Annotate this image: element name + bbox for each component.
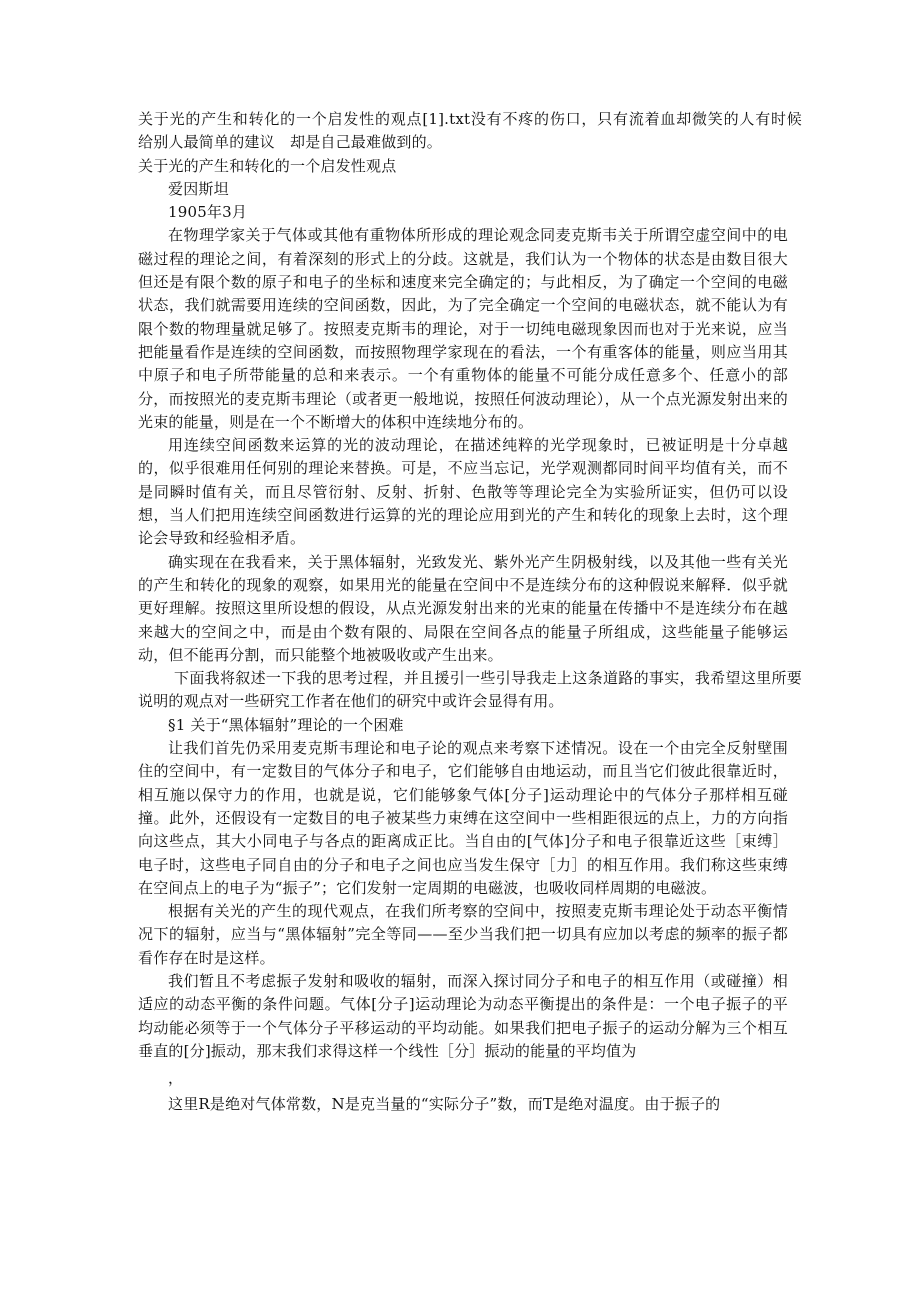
author-line: 爱因斯坦 <box>168 179 229 198</box>
paragraph-6: 根据有关光的产生的现代观点，在我们所考察的空间中，按照麦克斯韦理论处于动态平衡情况下的辐射，应当与“黑体辐射”完全等同——至少当我们把一切具有应加以考虑的频率的振子都看作存在时是这样。 <box>138 902 788 967</box>
document-title: 关于光的产生和转化的一个启发性观点 <box>138 156 397 175</box>
last-line: 这里R是绝对气体常数，N是克当量的“实际分子”数，而T是绝对温度。由于振子的 <box>168 1095 721 1114</box>
document-page <box>138 108 818 1116</box>
formula-placeholder-comma: ， <box>168 1069 184 1088</box>
paragraph-5: 让我们首先仍采用麦克斯韦理论和电子论的观点来考察下述情况。设在一个由完全反射壁围住的空间中，有一定数目的气体分子和电子，它们能够自由地运动，而且当它们彼此很靠近时，相互施以保守力的作用，也就是说，它们能够象气体[分子]运动理论中的气体分子那样相互碰撞。此外，还假设有一定数目的电子被某些力束缚在这空间中一些相距很远的点上，力的方向指向这些点，其大小同电子与各点的距离成正比。当自由的[气体]分子和电子很靠近这些［束缚］电子时，这些电子同自由的分子和电子之间也应当发生保守［力］的相互作用。我们称这些束缚在空间点上的电子为“振子”；它们发射一定周期的电磁波，也吸收同样周期的电磁波。 <box>138 739 788 897</box>
paragraph-4: 下面我将叙述一下我的思考过程，并且援引一些引导我走上这条道路的事实，我希望这里所要说明的观点对一些研究工作者在他们的研究中或许会显得有用。 <box>138 669 802 711</box>
paragraph-7: 我们暂且不考虑振子发射和吸收的辐射，而深入探讨同分子和电子的相互作用（或碰撞）相适应的动态平衡的条件问题。气体[分子]运动理论为动态平衡提出的条件是：一个电子振子的平均动能必须等于一个气体分子平移运动的平均动能。如果我们把电子振子的运动分解为三个相互垂直的[分]振动，那末我们求得这样一个线性［分］振动的能量的平均值为 <box>138 971 788 1060</box>
date-line: 1905年3月 <box>168 203 248 222</box>
paragraph-1: 在物理学家关于气体或其他有重物体所形成的理论观念同麦克斯韦关于所谓空虚空间中的电磁过程的理论之间，有着深刻的形式上的分歧。这就是，我们认为一个物体的状态是由数目很大但还是有限个数的原子和电子的坐标和速度来完全确定的；与此相反，为了确定一个空间的电磁状态，我们就需要用连续的空间函数，因此，为了完全确定一个空间的电磁状态，就不能认为有限个数的物理量就足够了。按照麦克斯韦的理论，对于一切纯电磁现象因而也对于光来说，应当把能量看作是连续的空间函数，而按照物理学家现在的看法，一个有重客体的能量，则应当用其中原子和电子所带能量的总和来表示。一个有重物体的能量不可能分成任意多个、任意小的部分，而按照光的麦克斯韦理论（或者更一般地说，按照任何波动理论），从一个点光源发射出来的光束的能量，则是在一个不断增大的体积中连续地分布的。 <box>138 226 788 431</box>
header-line: 关于光的产生和转化的一个启发性的观点[1].txt没有不疼的伤口，只有流着血却微笑的人有时候 给别人最简单的建议 却是自己最难做到的。 <box>138 110 818 152</box>
section-heading: §1 关于“黑体辐射”理论的一个困难 <box>168 715 404 734</box>
paragraph-2: 用连续空间函数来运算的光的波动理论，在描述纯粹的光学现象时，已被证明是十分卓越的，似乎很难用任何别的理论来替换。可是，不应当忘记，光学观测都同时间平均值有关，而不是同瞬时值有关，而且尽管衍射、反射、折射、色散等等理论完全为实验所证实，但仍可以设想，当人们把用连续空间函数进行运算的光的理论应用到光的产生和转化的现象上去时，这个理论会导致和经验相矛盾。 <box>138 436 788 548</box>
paragraph-3: 确实现在在我看来，关于黑体辐射，光致发光、紫外光产生阴极射线，以及其他一些有关光的产生和转化的现象的观察，如果用光的能量在空间中不是连续分布的这种假说来解释．似乎就更好理解。按照这里所设想的假设，从点光源发射出来的光束的能量在传播中不是连续分布在越来越大的空间之中，而是由个数有限的、局限在空间各点的能量子所组成，这些能量子能够运动，但不能再分割，而只能整个地被吸收或产生出来。 <box>138 552 788 664</box>
